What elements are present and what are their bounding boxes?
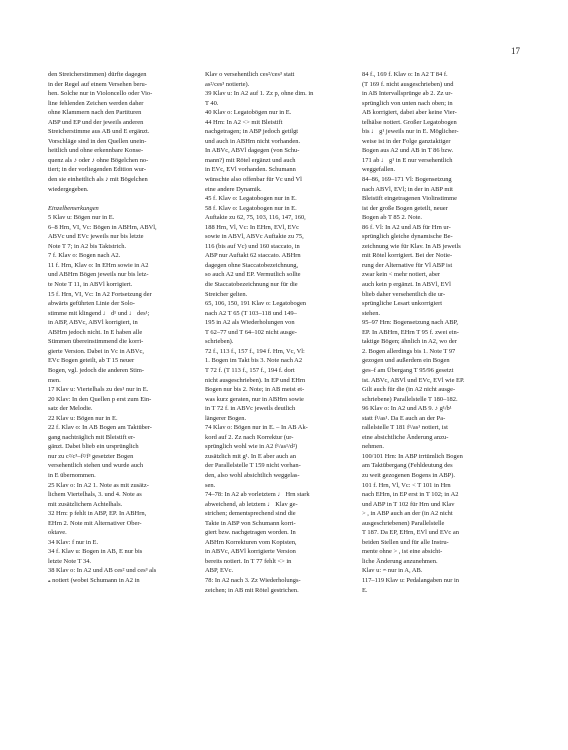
text-line: T 72 f. (T 113 f., 157 f., 194 f. dort (205, 366, 295, 374)
text-line: nach EHrn, in EP erst in T 102; in A2 (362, 491, 459, 499)
text-line: as²/ces³ notierte). (205, 80, 250, 88)
text-line: zu weit gezogenen Bogens in ABP). (362, 471, 455, 479)
text-line: 17 Klav u: Viertelhals zu des¹ nur in E. (48, 386, 149, 394)
text-line: Klav u: 𝄐 nur in A, AB. (362, 567, 423, 575)
text-line: sen. (205, 481, 216, 489)
text-line: so auch A2 und EP. Vermutlich sollte (205, 271, 301, 279)
text-line: In ABVc, ABVl dagegen (von Schu- (205, 147, 300, 155)
text-line: 84–86, 169–171 Vl: Bogensetzung (362, 176, 452, 184)
text-line: 100/101 Hrn: In ABP irrtümlich Bogen (362, 452, 463, 460)
text-line: T 40. (205, 99, 219, 107)
text-line: bereits notiert. In T 77 fehlt <> in (205, 557, 292, 565)
text-line: 40 Klav o: Legatobögen nur in E. (205, 109, 292, 117)
text-line: hen. Solche nur in Violoncello oder Vio- (48, 90, 153, 98)
text-line: gezogen und außerdem ein Bogen (362, 357, 450, 365)
text-line: sprüngliche Lesart unkorrigiert (362, 300, 443, 308)
text-line: 22 f. Klav o: In AB Bogen am Taktüber- (48, 424, 152, 432)
text-line: 15 f. Hrn, VI, Vc: In A2 Fortsetzung der (48, 290, 152, 298)
text-line: rung der Alternative für Vl ABP ist (362, 261, 453, 269)
text-line: letzte Note T 34. (48, 557, 92, 565)
text-line: men. (48, 376, 61, 384)
text-line: 2. Bogen allerdings bis 1. Note T 97 (362, 347, 456, 355)
text-line: EHrn 2. Note mit Alternativer Ober- (48, 519, 142, 527)
text-line: nicht ausgeschrieben). In EP und EHrn (205, 376, 306, 384)
text-line: weise ist in der Folge ganztaktiger (362, 137, 451, 145)
text-line: zwar kein < mehr notiert, aber (362, 271, 440, 279)
text-line: stehen. (362, 309, 381, 317)
text-line: ist der große Bogen geteilt, neuer (362, 204, 448, 212)
text-line: nachgetragen; in ABP jedoch getilgt (205, 128, 299, 136)
text-line: tiert; in der vorliegenden Edition wur- (48, 166, 147, 174)
text-line: nehmen. (362, 443, 384, 451)
text-line: Takte in ABP von Schumann korri- (205, 519, 296, 527)
text-line: (T 169 f. nicht ausgeschrieben) und (362, 80, 454, 88)
text-line: die Staccatobezeichnung nur für die (205, 281, 298, 289)
text-line: nur zu c²/c³–f²/f³ gesetzter Bogen (48, 452, 134, 460)
text-line: ges–f am Übergang T 95/96 gesetzt (362, 366, 454, 374)
text-line: stimme mit klingend ♩ d¹ und ♩ des¹; (48, 309, 150, 317)
text-line: blieb daher versehentlich die ur- (362, 290, 446, 298)
text-line: 84 f., 169 f. Klav o: In A2 T 84 f. (362, 71, 448, 78)
text-line: sprünglich wohl wie in A2 f¹/as¹/d²) (205, 443, 298, 451)
text-line: zeichnung wie für Klav. In AB jeweils (362, 242, 461, 250)
text-line: 74 Klav o: Bögen nur in E. – In AB Ak- (205, 424, 308, 432)
text-line: ABVc und EVc jeweils nur bis letzte (48, 233, 144, 241)
text-line: mit Rötel korrigiert. Bei der Notie- (362, 252, 453, 260)
text-line: E. (362, 586, 368, 594)
text-column-middle (205, 70, 337, 595)
text-line: EVc Bogen geteilt, ab T 15 neuer (48, 357, 135, 365)
text-line: eine absichtliche Änderung anzu- (362, 433, 449, 441)
text-line: 6–8 Hrn, VI, Vc: Bögen in ABHrn, ABVl, (48, 223, 157, 231)
text-line: > , in ABP auch an der (in A2 nicht (362, 510, 453, 518)
text-line: 5 Klav u: Bögen nur in E. (48, 214, 115, 222)
text-line: 34 f. Klav u: Bogen in AB, E nur bis (48, 548, 143, 556)
text-line: zeichen; in AB mit Rötel gestrichen. (205, 586, 299, 594)
text-line: in T 72 f. in ABVc jeweils deutlich (205, 405, 296, 413)
text-line: mit zusätzlichem Achtelhals. (48, 500, 123, 508)
text-line: weggefallen. (362, 166, 396, 174)
text-line: Streicherstimme aus AB und E ergänzt. (48, 128, 150, 136)
text-line: ABHrn Korrekturen vom Kopisten, (205, 538, 297, 546)
text-line: statt f¹/as¹. Da E auch an der Pa- (362, 414, 446, 422)
text-line: gänzt. Dabei blieb ein ursprünglich (48, 443, 139, 451)
text-line: nach A2 T 65 (T 103–118 und 149– (205, 309, 297, 317)
text-line: in ABVc, ABVl korrigierte Version (205, 548, 296, 556)
text-line: T 187. Da EP, EHrn, EVl und EVc an (362, 529, 459, 537)
text-line: strichen; dementsprechend sind die (205, 510, 296, 518)
text-line: sprünglich von unten nach oben; in (362, 99, 453, 107)
text-column-right (362, 70, 494, 595)
text-line: 45 f. Klav o: Legatobogen nur in E. (205, 195, 297, 203)
text-line: satz der Melodie. (48, 405, 93, 413)
text-line: wiedergegeben. (48, 185, 89, 193)
text-line: zusätzlich mit g¹. In E aber auch an (205, 452, 296, 460)
text-line: gang nachträglich mit Bleistift er- (48, 433, 136, 441)
text-line: bis ♩ g¹ jeweils nur in E. Möglicher- (362, 128, 459, 136)
text-line: gierte Version. Dabei in Vc in ABVc, (48, 347, 144, 355)
text-line: EP. In ABHrn, EHrn T 95 f. zwei ein- (362, 328, 459, 336)
text-line: lichem Viertelhals, 3. und 4. Note as (48, 491, 142, 499)
text-line: in EVc, EVl vorhanden. Schumann (205, 166, 296, 174)
text-line: 65, 106, 150, 191 Klav o: Legatobogen (205, 300, 307, 308)
text-line: was kurz geraten, nur in ABHrn sowie (205, 395, 304, 403)
text-line: 78: In A2 nach 3. Zz Wiederholungs- (205, 576, 301, 584)
text-line: quenz als ♪ oder ♪ ohne Bögelchen no- (48, 156, 149, 164)
text-line: Bogen nur bis 2. Note; in AB meist et- (205, 386, 305, 394)
text-line: wünschte also offenbar für Vc und Vl (205, 176, 302, 184)
text-line: kord auf 2. Zz nach Korrektur (ur- (205, 433, 294, 441)
text-line: Bleistift eingetragenen Violinstimme (362, 195, 457, 203)
text-line: in AB Intervallsprünge ab 2. Zz ur- (362, 90, 453, 98)
text-line: mente ohne > , ist eine absicht- (362, 548, 443, 556)
text-line: ABP nur Auftakt 62 staccato. ABHrn (205, 252, 301, 260)
page-number: 17 (511, 46, 520, 56)
text-line: 96 Klav o: In A2 und AB 9. ♪ g¹/b¹ (362, 405, 452, 413)
text-line: 44 Hrn: In A2 <> mit Bleistift (205, 118, 283, 126)
text-line: auch kein p ergänzt. In ABVl, EVl (362, 281, 451, 289)
section-heading: Einzelbemerkungen (48, 204, 99, 212)
text-line: und ABP in T 102 für Hrn und Klav (362, 500, 455, 508)
text-line: taktige Bögen; ähnlich in A2, wo der (362, 338, 457, 346)
text-line: 117–119 Klav u: Pedalangaben nur in (362, 576, 459, 584)
text-line: giert bzw. nachgetragen worden. In (205, 529, 296, 537)
text-line: 101 f. Hrn, Vl, Vc: < T 101 in Hrn (362, 481, 451, 489)
text-line: und ABHrn Bögen jeweils nur bis letz- (48, 271, 149, 279)
text-line: den sie einheitlich als ♪ mit Bögelchen (48, 176, 148, 184)
text-line: 86 f. Vl: In A2 und AB für Hrn ur- (362, 223, 451, 231)
text-line: rallelstelle T 181 f¹/as¹ notiert, ist (362, 424, 448, 432)
text-line: telhälse notiert. Großer Legatobogen (362, 118, 457, 126)
text-line: Vorschläge sind in den Quellen unein- (48, 137, 147, 145)
text-line: in ABP, ABVc, ABVl korrigiert, in (48, 319, 138, 327)
text-line: 171 ab ♩ g¹ in E nur versehentlich (362, 156, 453, 164)
text-line: und auch in ABHrn nicht vorhanden. (205, 137, 301, 145)
text-line: Klav o versehentlich ces²/ces³ statt (205, 71, 295, 78)
text-line: ABP und EP und der jeweils anderen (48, 118, 144, 126)
text-line: liche Änderung anzunehmen. (362, 557, 438, 565)
text-line: der Parallelstelle T 159 nicht vorhan- (205, 462, 301, 470)
text-line: nach ABVl, EVl; in der in ABP mit (362, 185, 453, 193)
text-line: in der Regel auf einem Versehen beru- (48, 80, 147, 88)
text-line: abwärts geführten Linie der Solo- (48, 300, 135, 308)
text-line: 1. Bogen im Takt bis 3. Note nach A2 (205, 357, 303, 365)
text-line: 7 f. Klav o: Bogen nach A2. (48, 252, 121, 260)
text-line: 34 Klav: f nur in E. (48, 538, 99, 546)
text-line: AB korrigiert, dabei aber keine Vier- (362, 109, 457, 117)
text-line: 32 Hrn: p fehlt in ABP, EP. In ABHrn, (48, 510, 147, 518)
text-line: 72 f., 113 f., 157 f., 194 f. Hrn, Vc, Vl: (205, 347, 305, 355)
text-line: 22 Klav u: Bögen nur in E. (48, 414, 118, 422)
text-line: Bogen, vgl. jedoch die anderen Stim- (48, 366, 145, 374)
text-line: 11 f. Hrn, Klav o: In EHrn sowie in A2 (48, 261, 149, 269)
text-line: beiden Stellen und für alle Instru- (362, 538, 449, 546)
text-line: den Streicherstimmen) dürfte dagegen (48, 71, 147, 78)
text-line: versehentlich stehen und wurde auch (48, 462, 144, 470)
text-line: eine andere Dynamik. (205, 185, 262, 193)
text-line: 38 Klav o: In A2 und AB ces² und ces³ als (48, 567, 157, 575)
text-line: Streicher gelten. (205, 290, 248, 298)
text-line: te Note T 11, in ABVl korrigiert. (48, 281, 133, 289)
text-line: ist. ABVc, ABVl und EVc, EVl wie EP. (362, 376, 465, 384)
text-line: 58 f. Klav o: Legatobogen nur in E. (205, 204, 297, 212)
text-line: mann?) mit Rötel ergänzt und auch (205, 156, 296, 164)
text-line: Note T 7; in A2 bis Taktstrich. (48, 242, 127, 250)
text-line: abweichend, ab letztem ♩ Klav ge- (205, 500, 298, 508)
text-line: ABHrn jedoch nicht. In E haben alle (48, 328, 143, 336)
text-line: 39 Klav u: In A2 auf 1. Zz p, ohne dim. in (205, 90, 314, 98)
text-line: line fehlenden Zeichen werden daher (48, 99, 144, 107)
text-line: Stimmen übereinstimmend die korri- (48, 338, 144, 346)
text-line: Bogen ab T 85 2. Note. (362, 214, 423, 222)
text-line: am Taktübergang (Fehldeutung des (362, 462, 453, 470)
text-line: Auftakte zu 62, 75, 103, 116, 147, 160, (205, 214, 306, 222)
text-line: ausgeschriebenen) Parallelstelle (362, 519, 445, 527)
text-line: ohne Klammern nach den Partituren (48, 109, 142, 117)
text-line: oktave. (48, 529, 67, 537)
text-line: 195 in A2 als Wiederholungen von (205, 319, 295, 327)
text-line: schriebene) Parallelstelle T 180–182. (362, 395, 458, 403)
text-line: dagegen ohne Staccatobezeichnung, (205, 261, 299, 269)
text-line: 𝅝 notiert (wobei Schumann in A2 in (48, 576, 140, 584)
text-line: Gilt auch für die (in A2 nicht ausge- (362, 386, 456, 394)
text-line: 25 Klav o: In A2 1. Note as mit zusätz- (48, 481, 149, 489)
text-line: Bogen aus A2 und AB in T 86 bzw. (362, 147, 454, 155)
text-line: heitlich und ohne erkennbare Konse- (48, 147, 144, 155)
text-line: 116 (bis auf Vc) und 160 staccato, in (205, 242, 300, 250)
text-line: längerer Bogen. (205, 414, 247, 422)
text-line: 74–78: In A2 ab vorletztem ♩ Hrn stark (205, 491, 310, 499)
text-line: sprünglich gleiche dynamische Be- (362, 233, 453, 241)
text-line: 188 Hrn, Vl, Vc: In EHrn, EVl, EVc (205, 223, 299, 231)
text-line: den, also wohl absichtlich weggelas- (205, 471, 300, 479)
paragraph-gap (48, 194, 180, 204)
text-column-left (48, 70, 180, 586)
text-line: T 62–77 und T 64–102 nicht ausge- (205, 328, 297, 336)
text-line: in E übernommen. (48, 471, 96, 479)
text-line: sowie in ABVl, ABVc Auftakte zu 75, (205, 233, 304, 241)
text-line: 95–97 Hrn: Bogensetzung nach ABP, (362, 319, 459, 327)
text-line: 20 Klav: In den Quellen p erst zum Ein- (48, 395, 152, 403)
text-line: schrieben). (205, 338, 234, 346)
text-line: ABP, EVc. (205, 567, 234, 575)
